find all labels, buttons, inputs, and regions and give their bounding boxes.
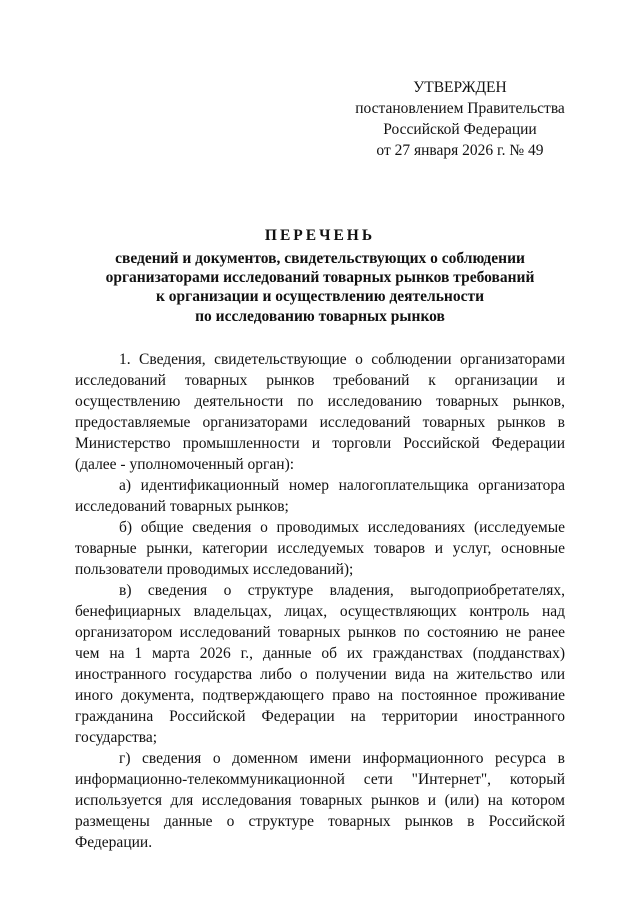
approval-line-1: постановлением Правительства xyxy=(355,100,565,117)
paragraph-a: а) идентификационный номер налогоплательщика организатора исследований товарных рынков; xyxy=(75,477,565,515)
approved-label: УТВЕРЖДЕН xyxy=(413,79,507,96)
paragraph-1: 1. Сведения, свидетельствующие о соблюдении организаторами исследований товарных рынков требований к организации и осуществлению деятельности по исследованию товарных рынков, предоставляемые организаторами исследований товарных рынков в Министерство промышленности и торговли Российской Федерации (далее - уполномоченный орган): xyxy=(75,351,565,473)
subtitle-line: к организации и осуществлению деятельности xyxy=(155,288,485,306)
paragraph-g: г) сведения о доменном имени информационного ресурса в информационно-телекоммуникационной сети "Интернет", который используется для исследования товарных рынков и (или) на котором размещены данные о структуре товарных рынков в Российской Федерации. xyxy=(75,750,565,851)
document-title: ПЕРЕЧЕНЬ xyxy=(264,227,376,244)
approval-line-2: Российской Федерации xyxy=(383,121,537,138)
approval-line-3: от 27 января 2026 г. № 49 xyxy=(376,142,544,159)
document-subtitle xyxy=(75,249,565,326)
subtitle-line: по исследованию товарных рынков xyxy=(195,307,445,325)
subtitle-line: сведений и документов, свидетельствующих о соблюдении xyxy=(115,250,525,267)
paragraph-b: б) общие сведения о проводимых исследованиях (исследуемые товарные рынки, категории исследуемых товаров и услуг, основные пользователи проводимых исследований); xyxy=(75,519,565,578)
subtitle-line: организаторами исследований товарных рынков требований xyxy=(105,269,535,287)
document-body xyxy=(75,349,565,853)
approval-stamp xyxy=(330,77,590,161)
paragraph-v: в) сведения о структуре владения, выгодоприобретателях, бенефициарных владельцах, лицах, осуществляющих контроль над организатором исследований товарных рынков по состоянию не ранее чем на 1 марта 2026 г., данные об их гражданствах (подданствах) иностранного государства либо о получении вида на жительство или иного документа, подтверждающего право на постоянное проживание гражданина Российской Федерации на территории иностранного государства; xyxy=(75,582,565,746)
